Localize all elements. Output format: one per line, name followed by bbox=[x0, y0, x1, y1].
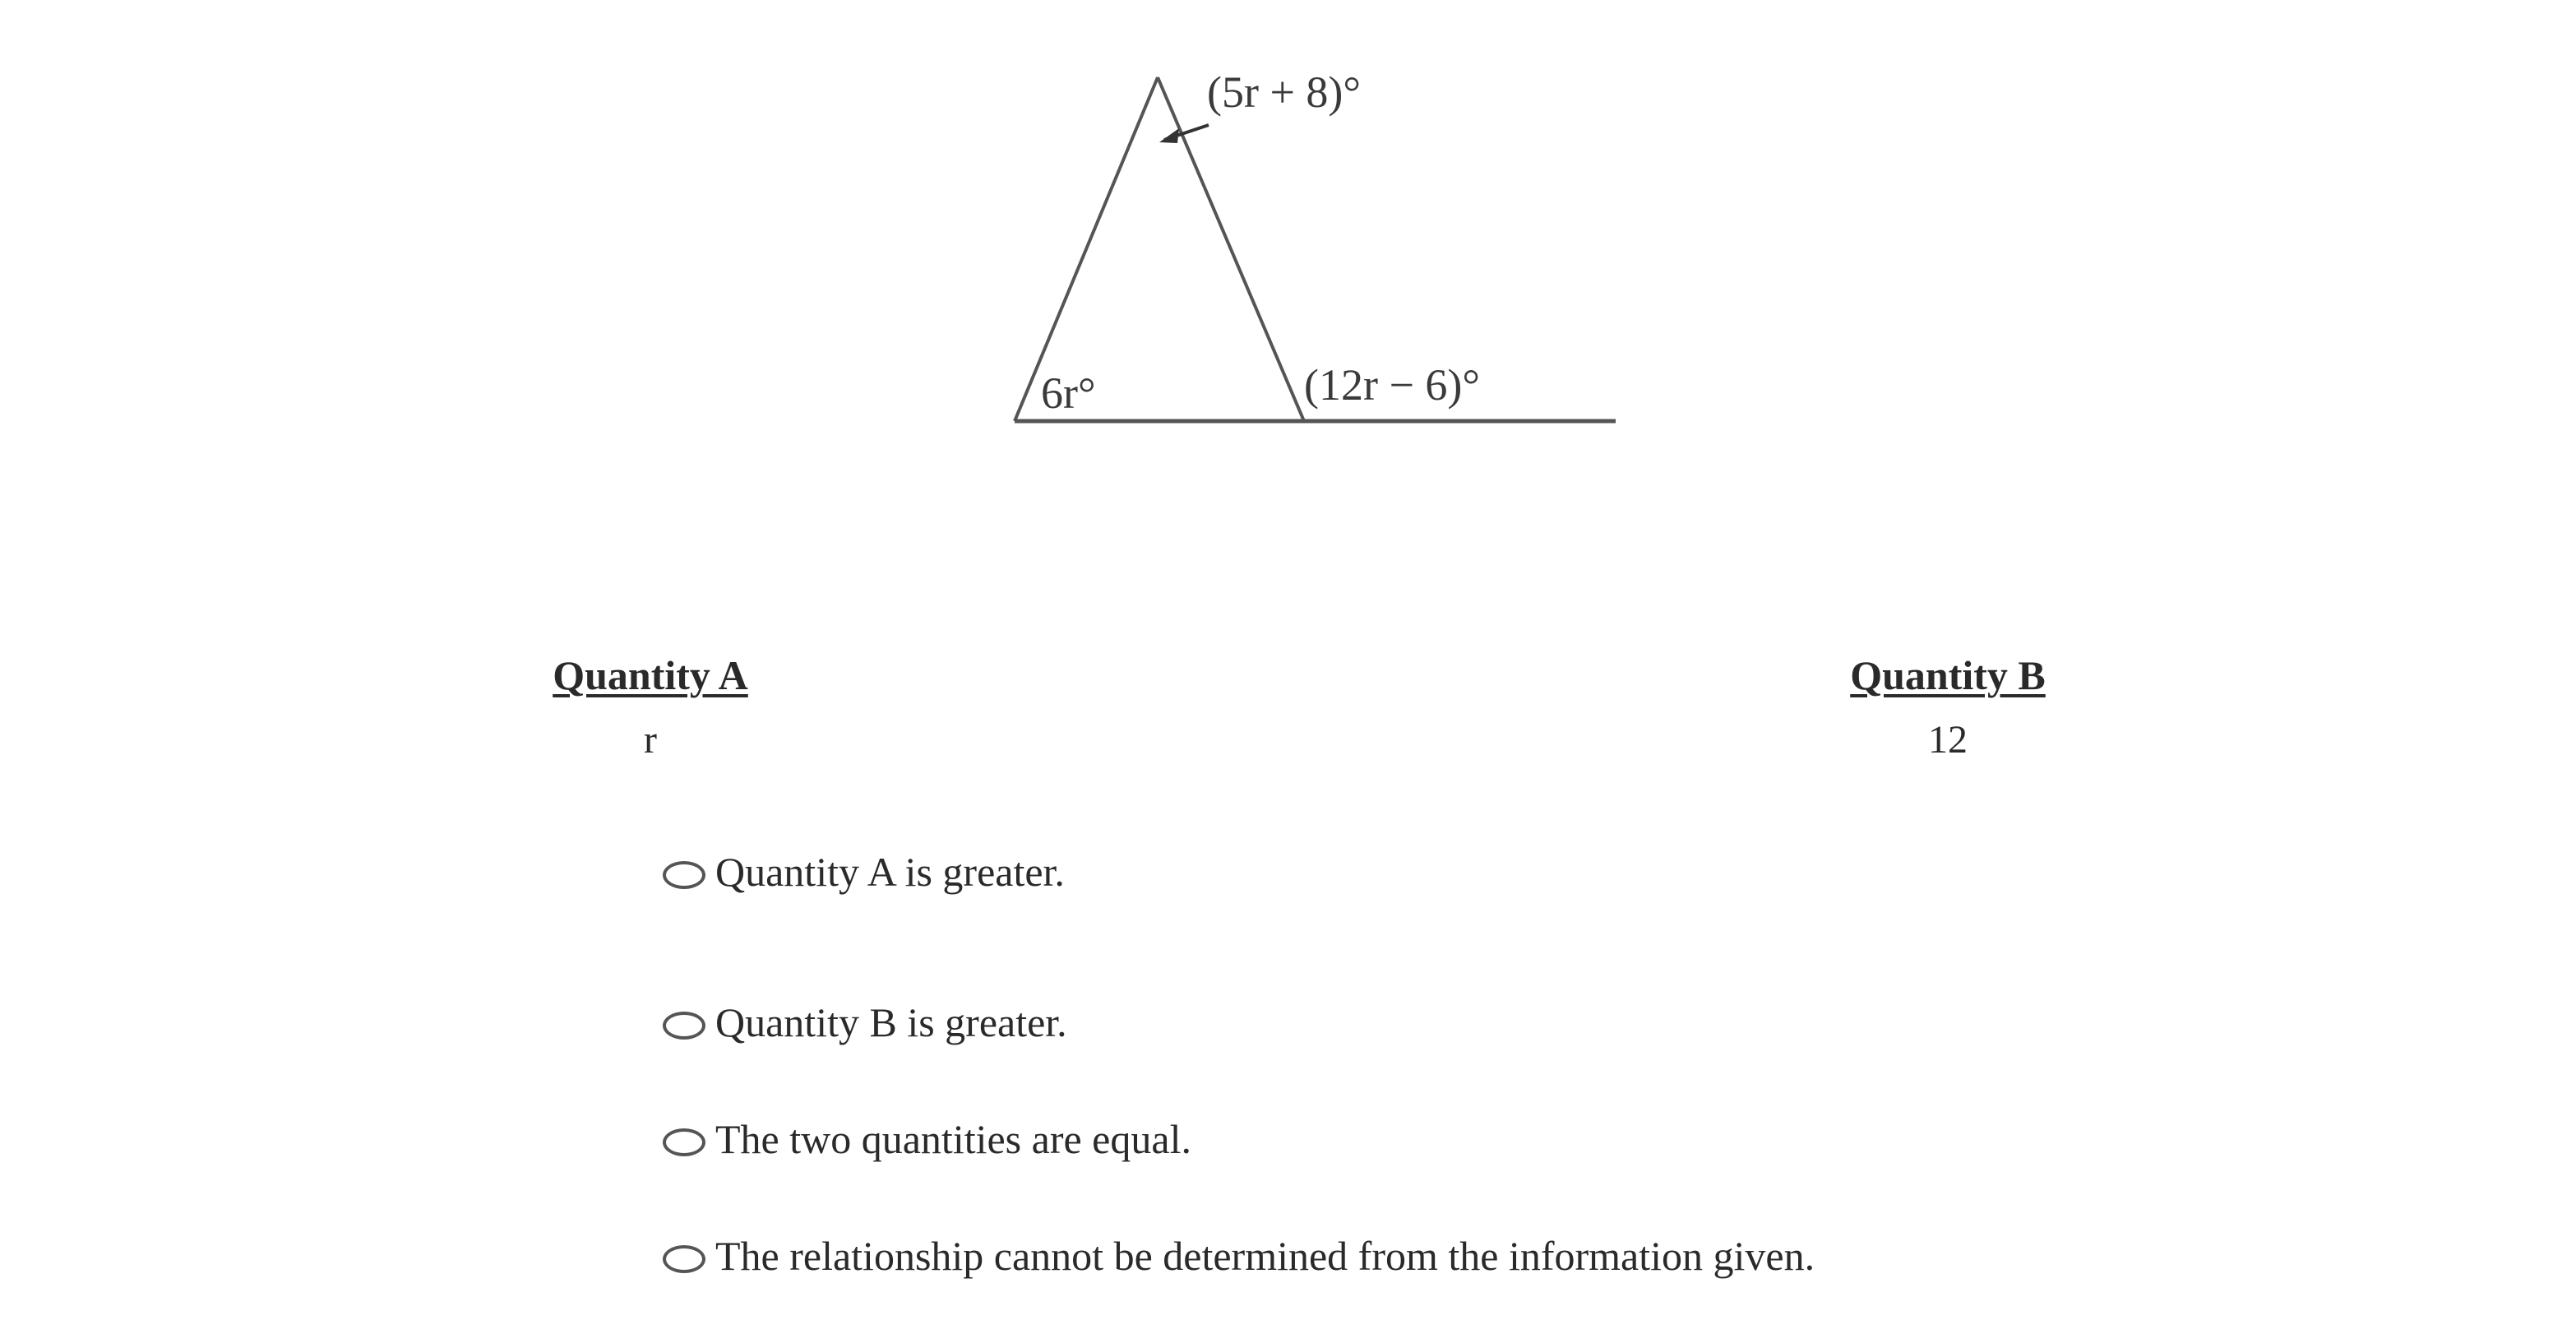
radio-button-icon[interactable] bbox=[663, 1245, 705, 1273]
radio-button-icon[interactable] bbox=[663, 861, 705, 889]
choice-label: The two quantities are equal. bbox=[715, 1116, 1191, 1162]
quantity-a-value: r bbox=[644, 718, 657, 762]
choice-b-greater[interactable] bbox=[663, 964, 1815, 1081]
apex-angle-arrowhead bbox=[1159, 128, 1179, 143]
quantity-a-heading: Quantity A bbox=[553, 652, 748, 698]
answer-choices bbox=[663, 847, 1815, 1314]
triangle-figure bbox=[1003, 58, 1644, 444]
exterior-angle-label: (12r − 6)° bbox=[1304, 360, 1480, 410]
apex-angle-label: (5r + 8)° bbox=[1207, 67, 1361, 117]
choice-cannot-determine[interactable] bbox=[663, 1197, 1815, 1314]
quantity-b-heading: Quantity B bbox=[1850, 652, 2046, 698]
quantity-b-value: 12 bbox=[1928, 718, 1968, 762]
quantity-b-column bbox=[1840, 651, 2056, 762]
radio-button-icon[interactable] bbox=[663, 1128, 705, 1156]
choice-label: Quantity B is greater. bbox=[715, 999, 1067, 1045]
choice-label: The relationship cannot be determined from the information given. bbox=[715, 1233, 1815, 1279]
choice-equal[interactable] bbox=[663, 1081, 1815, 1197]
left-angle-label: 6r° bbox=[1041, 368, 1096, 418]
choice-a-greater[interactable] bbox=[663, 847, 1815, 896]
choice-label: Quantity A is greater. bbox=[715, 849, 1065, 895]
quantity-a-column bbox=[543, 651, 758, 762]
radio-button-icon[interactable] bbox=[663, 1012, 705, 1040]
triangle-right-side bbox=[1158, 77, 1304, 421]
